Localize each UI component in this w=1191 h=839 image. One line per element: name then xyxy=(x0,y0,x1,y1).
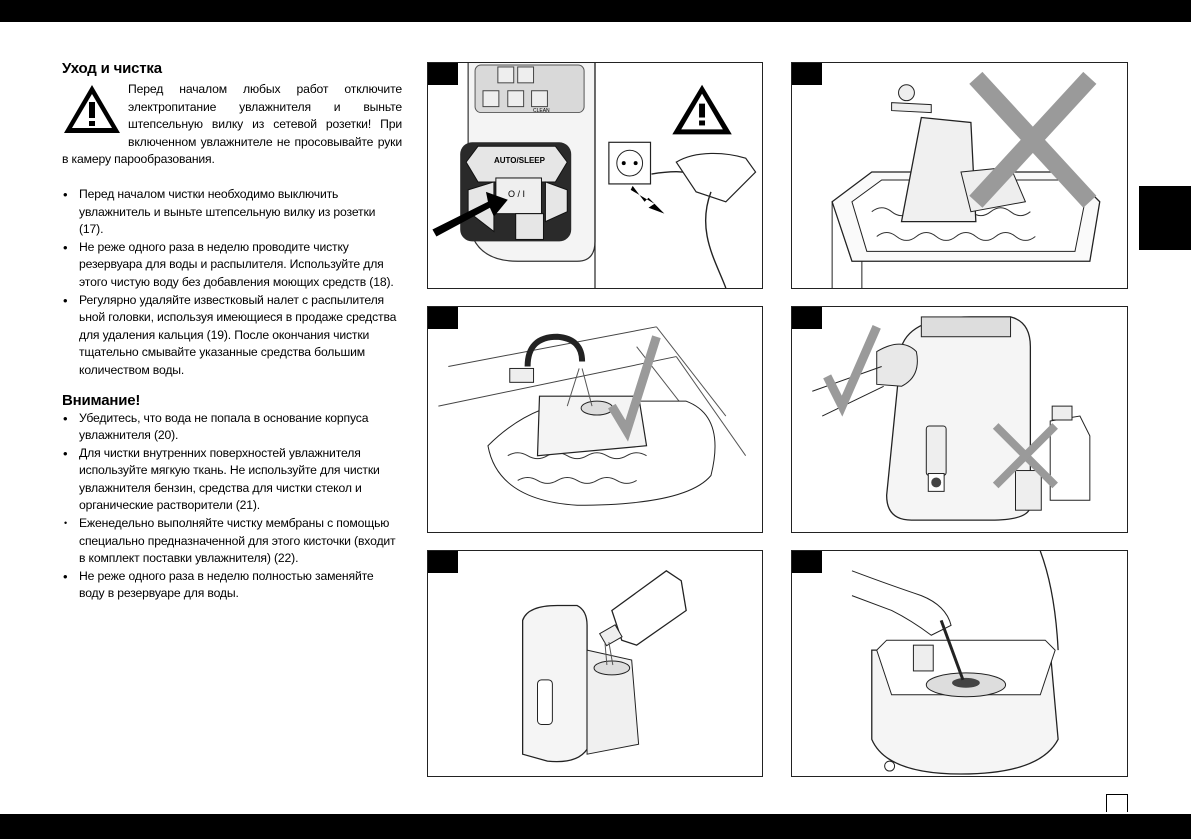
figure-number-box xyxy=(792,63,822,85)
list-item: • Убедитесь, что вода не попала в основание корпуса увлажнителя (20). xyxy=(62,410,402,445)
figure-panel-brush xyxy=(791,550,1128,777)
text-column xyxy=(62,60,402,603)
auto-sleep-label: AUTO/SLEEP xyxy=(494,156,545,165)
figure-panel-no-tap xyxy=(791,62,1128,289)
page-number-box xyxy=(1106,794,1128,812)
list-item: • Не реже одного раза в неделю проводите чистку резервуара для воды и распылителя. Используйте для этого чистую воду без добавления моющих средств (18). xyxy=(62,239,402,292)
figure-number-box xyxy=(792,307,822,329)
figure-panel-unplug xyxy=(427,62,763,289)
control-panel-illustration xyxy=(428,63,762,288)
top-bar xyxy=(0,0,1191,22)
list-item: • Перед началом чистки необходимо выключить увлажнитель и выньте штепсельную вилку из розетки (17). xyxy=(62,186,402,239)
list-item: • Не реже одного раза в неделю полностью заменяйте воду в резервуаре для воды. xyxy=(62,568,402,603)
bottom-bar xyxy=(0,814,1191,839)
power-label: O / I xyxy=(508,189,526,199)
figure-panel-rinse xyxy=(427,306,763,533)
attention-heading: Внимание! xyxy=(62,391,141,409)
section-tab xyxy=(1139,186,1191,250)
figure-number-box xyxy=(428,63,458,85)
figure-number-box xyxy=(792,551,822,573)
wipe-illustration xyxy=(792,307,1127,532)
care-list xyxy=(62,186,402,380)
attention-list xyxy=(62,410,402,604)
list-item: • Регулярно удаляйте известковый налет с распылителя ьной головки, используя имеющиеся в продаже средства для удаления кальция (19). После окончания чистки тщательно смывайте указанные средства большим количеством воды. xyxy=(62,292,402,380)
rinse-check-illustration xyxy=(428,307,762,532)
warning-triangle-icon xyxy=(62,83,122,135)
figure-number-box xyxy=(428,307,458,329)
list-item: • Еженедельно выполняйте чистку мембраны с помощью специально предназначенной для этого кисточки (входит в комплект поставки увлажнителя) (22). xyxy=(62,515,402,568)
warning-text: Перед началом любых работ отключите электропитание увлажнителя и выньте штепсельную вилку из сетевой розетки! При включенном увлажнителе не просовывайте руки в камеру парообразования. xyxy=(62,82,402,167)
clean-label: CLEAN xyxy=(533,108,550,114)
figure-number-box xyxy=(428,551,458,573)
list-item: • Для чистки внутренних поверхностей увлажнителя используйте мягкую ткань. Не используйте для чистки увлажнителя бензин, средства для чистки стекол и органические растворители (21). xyxy=(62,445,402,515)
brush-illustration xyxy=(792,551,1127,776)
tap-crossed-illustration xyxy=(792,63,1127,288)
figure-panel-descale xyxy=(427,550,763,777)
section-heading: Уход и чистка xyxy=(62,60,162,77)
descale-illustration xyxy=(428,551,762,776)
figure-panel-wipe xyxy=(791,306,1128,533)
warning-block xyxy=(62,81,402,169)
